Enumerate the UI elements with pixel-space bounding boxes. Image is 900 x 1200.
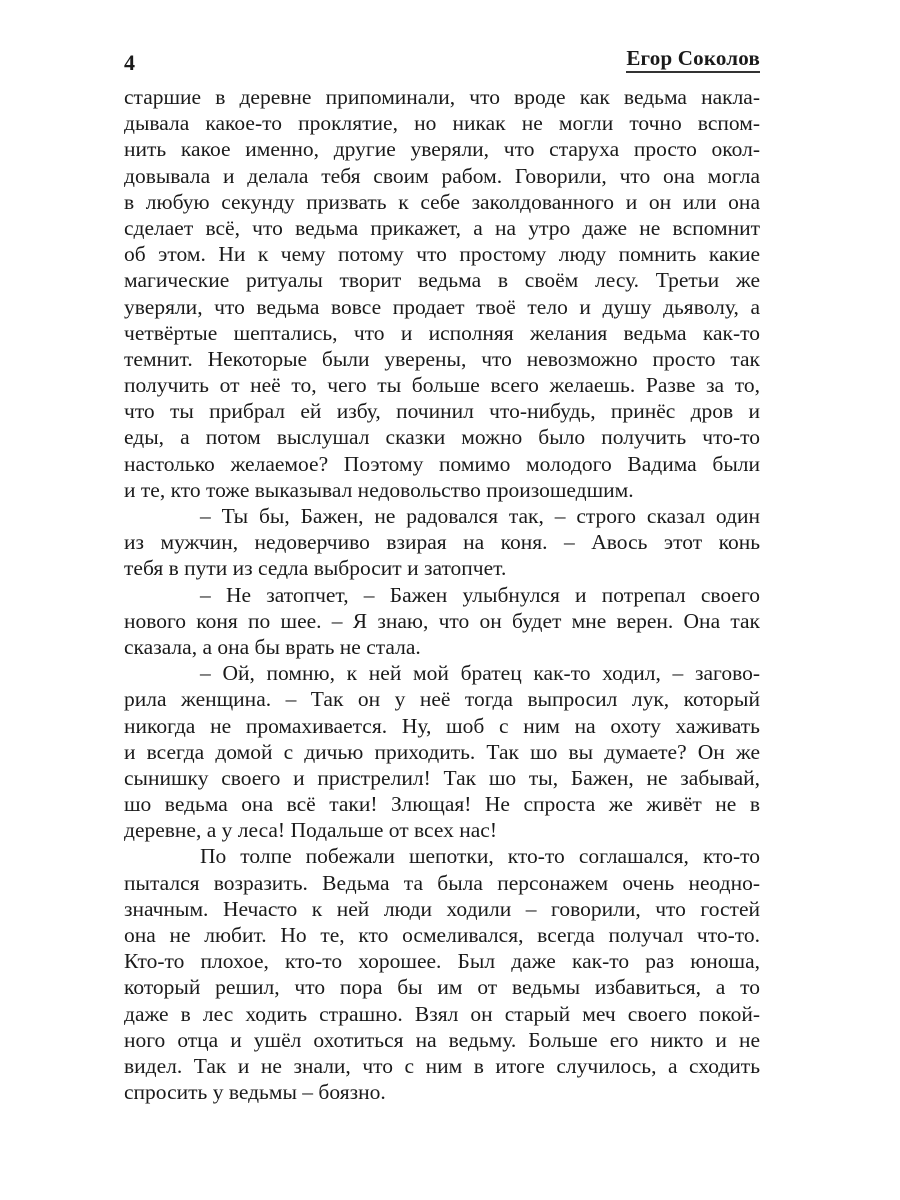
- paragraph-dialogue: [124, 660, 760, 843]
- text-line: что ты прибрал ей избу, починил что-нибудь, принёс дров и: [124, 399, 760, 424]
- page-number: 4: [124, 50, 135, 75]
- text-line: сынишку своего и пристрелил! Так шо ты, Бажен, не забывай,: [124, 765, 760, 790]
- text-line: нить какое именно, другие уверяли, что старуха просто окол-: [124, 137, 760, 162]
- text-line: и всегда домой с дичью приходить. Так шо вы думаете? Он же: [124, 739, 760, 764]
- text-line: тебя в пути из седла выбросит и затопчет.: [124, 556, 507, 581]
- text-line: в любую секунду призвать к себе заколдованного и он или она: [124, 189, 760, 214]
- paragraph: [124, 84, 760, 503]
- text-line: – Ты бы, Бажен, не радовался так, – строго сказал один: [200, 504, 760, 528]
- text-line: об этом. Ни к чему потому что простому люду помнить какие: [124, 242, 760, 267]
- text-line: даже в лес ходить страшно. Взял он старый меч своего покой-: [124, 1001, 760, 1026]
- text-line: спросить у ведьмы – боязно.: [124, 1080, 386, 1105]
- text-line: сказала, а она бы врать не стала.: [124, 634, 421, 659]
- text-line: значным. Нечасто к ней люди ходили – говорили, что гостей: [124, 896, 760, 921]
- text-line: деревне, а у леса! Подальше от всех нас!: [124, 818, 497, 843]
- running-head-author: Егор Соколов: [626, 46, 760, 73]
- text-line: рила женщина. – Так он у неё тогда выпросил лук, который: [124, 687, 760, 712]
- text-line: старшие в деревне припоминали, что вроде как ведьма накла-: [124, 85, 760, 109]
- text-line: – Не затопчет, – Бажен улыбнулся и потрепал своего: [200, 582, 760, 607]
- text-line: дывала какое-то проклятие, но никак не могли точно вспом-: [124, 111, 760, 136]
- paragraph: [124, 843, 760, 1105]
- text-line: настолько желаемое? Поэтому помимо молодого Вадима были: [124, 451, 760, 476]
- text-line: пытался возразить. Ведьма та была персонажем очень неодно-: [124, 870, 760, 895]
- text-line: – Ой, помню, к ней мой братец как-то ходил, – загово-: [200, 661, 760, 686]
- text-line: из мужчин, недоверчиво взирая на коня. – Авось этот конь: [124, 530, 760, 555]
- text-line: никогда не промахивается. Ну, шоб с ним на охоту хаживать: [124, 713, 760, 738]
- text-line: темнит. Некоторые были уверены, что невозможно просто так: [124, 346, 760, 371]
- text-line: и те, кто тоже выказывал недовольство произошедшим.: [124, 477, 634, 502]
- text-line: уверяли, что ведьма вовсе продает твоё тело и душу дьяволу, а: [124, 294, 760, 319]
- page-body-text: [124, 84, 760, 1105]
- text-line: видел. Так и не знали, что с ним в итоге случилось, а сходить: [124, 1053, 760, 1078]
- text-line: четвёртые шептались, что и исполняя желания ведьма как-то: [124, 320, 760, 345]
- text-line: еды, а потом выслушал сказки можно было получить что-то: [124, 425, 760, 450]
- text-line: получить от неё то, чего ты больше всего желаешь. Разве за то,: [124, 373, 760, 398]
- text-line: Кто-то плохое, кто-то хорошее. Был даже как-то раз юноша,: [124, 949, 760, 974]
- page-header: [124, 46, 760, 76]
- text-line: По толпе побежали шепотки, кто-то соглашался, кто-то: [200, 844, 760, 869]
- paragraph-dialogue: [124, 582, 760, 661]
- text-line: который решил, что пора бы им от ведьмы избавиться, а то: [124, 975, 760, 1000]
- text-line: она не любит. Но те, кто осмеливался, всегда получал что-то.: [124, 923, 760, 947]
- text-line: магические ритуалы творит ведьма в своём лесу. Третьи же: [124, 268, 760, 293]
- text-line: шо ведьма она всё таки! Злющая! Не спроста же живёт не в: [124, 792, 760, 817]
- text-line: ного отца и ушёл охотиться на ведьму. Больше его никто и не: [124, 1027, 760, 1052]
- paragraph-dialogue: [124, 503, 760, 582]
- text-line: нового коня по шее. – Я знаю, что он будет мне верен. Она так: [124, 608, 760, 633]
- text-line: довывала и делала тебя своим рабом. Говорили, что она могла: [124, 163, 760, 188]
- text-line: сделает всё, что ведьма прикажет, а на утро даже не вспомнит: [124, 215, 760, 240]
